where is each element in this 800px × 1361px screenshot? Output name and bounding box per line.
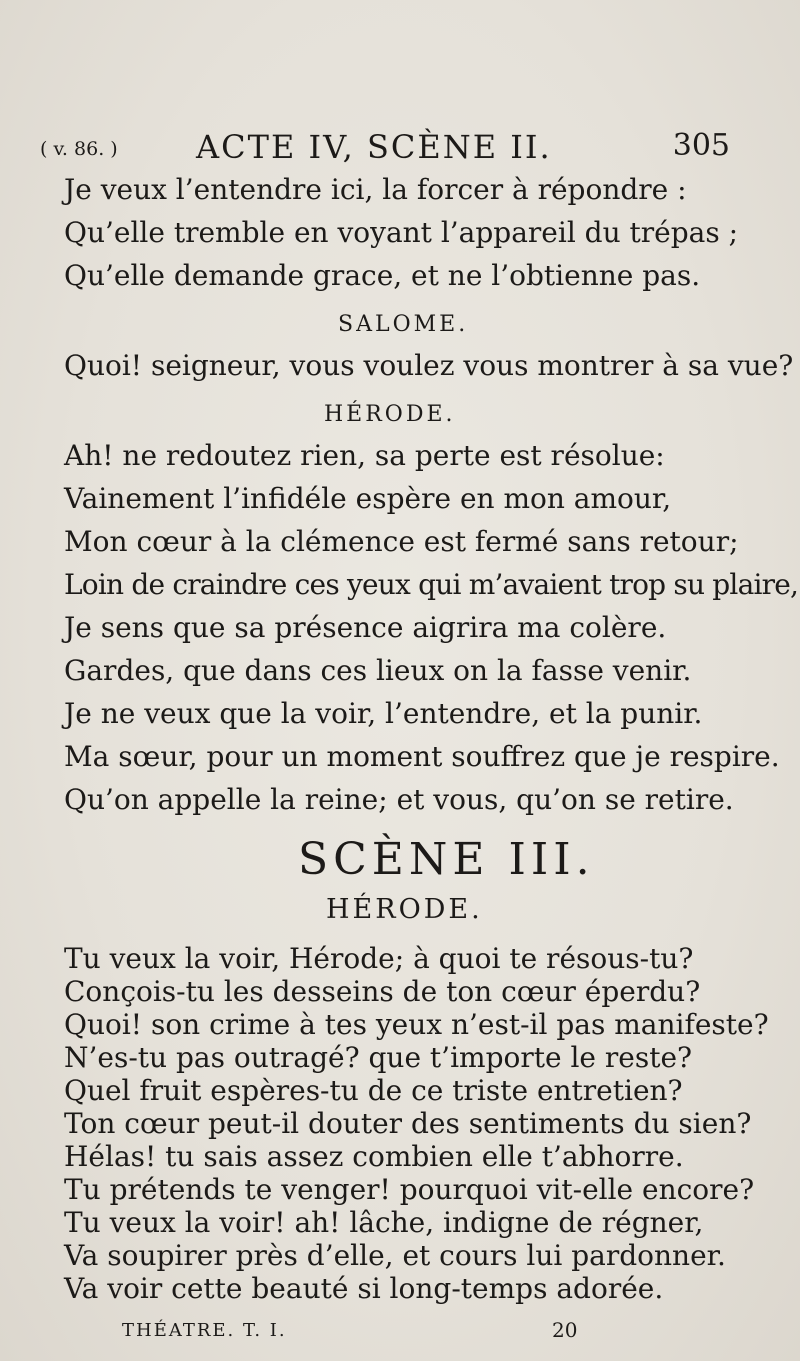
- verse-line: Quoi! son crime à tes yeux n’est-il pas manifeste?: [64, 1008, 769, 1041]
- verse-line: Va voir cette beauté si long-temps adorée.: [64, 1272, 664, 1305]
- verse-line: Mon cœur à la clémence est fermé sans retour;: [64, 525, 739, 558]
- verse-line: Je ne veux que la voir, l’entendre, et la punir.: [64, 697, 703, 730]
- verse-line: Conçois-tu les desseins de ton cœur éperdu?: [64, 975, 701, 1008]
- speaker-salome: SALOME.: [338, 312, 469, 337]
- verse-line: Quoi! seigneur, vous voulez vous montrer à sa vue?: [64, 349, 794, 382]
- printer-signature: THÉATRE. T. I.: [122, 1320, 287, 1341]
- verse-reference: ( v. 86. ): [40, 138, 118, 160]
- speaker-herode: HÉRODE.: [324, 402, 456, 427]
- verse-line: Ma sœur, pour un moment souffrez que je respire.: [64, 740, 780, 773]
- verse-line: Tu veux la voir! ah! lâche, indigne de régner,: [64, 1206, 704, 1239]
- verse-line: Ton cœur peut-il douter des sentiments du sien?: [64, 1107, 752, 1140]
- verse-line: Tu veux la voir, Hérode; à quoi te résous-tu?: [64, 942, 694, 975]
- scene-heading: SCÈNE III.: [298, 834, 595, 885]
- verse-line: Gardes, que dans ces lieux on la fasse venir.: [64, 654, 692, 687]
- scene-speaker: HÉRODE.: [326, 894, 483, 925]
- verse-line: Quel fruit espères-tu de ce triste entretien?: [64, 1074, 683, 1107]
- verse-line: Vainement l’infidéle espère en mon amour,: [64, 482, 672, 515]
- verse-line: Ah! ne redoutez rien, sa perte est résolue:: [64, 439, 665, 472]
- verse-line: N’es-tu pas outragé? que t’importe le reste?: [64, 1041, 693, 1074]
- page-number: 305: [672, 128, 730, 163]
- verse-line: Qu’on appelle la reine; et vous, qu’on se retire.: [64, 783, 734, 816]
- verse-line: Qu’elle tremble en voyant l’appareil du trépas ;: [64, 216, 739, 249]
- act-scene-title: ACTE IV, SCÈNE II.: [196, 128, 552, 166]
- verse-line: Qu’elle demande grace, et ne l’obtienne pas.: [64, 259, 701, 292]
- running-header: [40, 128, 760, 168]
- sheet-number: 20: [552, 1318, 578, 1342]
- verse-line: Tu prétends te venger! pourquoi vit-elle encore?: [64, 1173, 755, 1206]
- verse-line: Hélas! tu sais assez combien elle t’abhorre.: [64, 1140, 684, 1173]
- verse-line: Loin de craindre ces yeux qui m’avaient trop su plaire,: [64, 568, 799, 601]
- verse-line: Va soupirer près d’elle, et cours lui pardonner.: [64, 1239, 726, 1272]
- verse-line: Je sens que sa présence aigrira ma colère.: [64, 611, 667, 644]
- verse-line: Je veux l’entendre ici, la forcer à répondre :: [64, 173, 687, 206]
